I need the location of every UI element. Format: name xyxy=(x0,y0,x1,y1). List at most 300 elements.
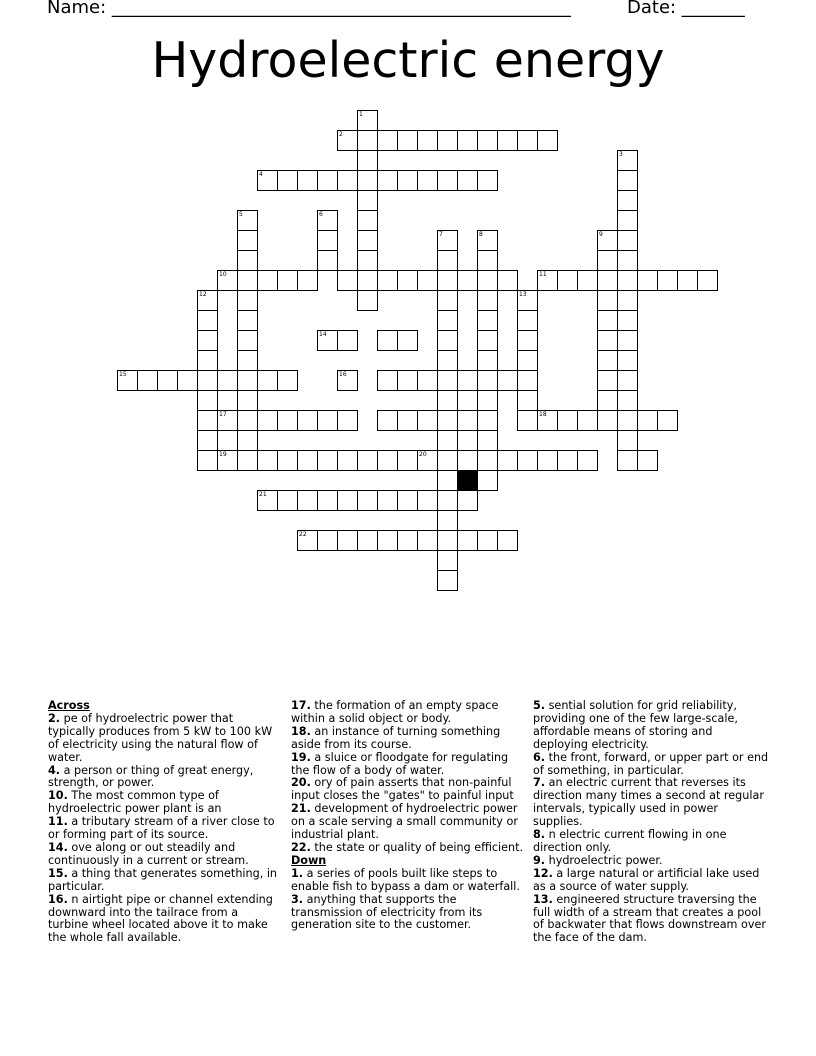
clue-number: 3. xyxy=(291,892,304,906)
grid-cell[interactable] xyxy=(437,430,458,451)
clue-number: 15 xyxy=(119,371,127,378)
grid-cell[interactable] xyxy=(477,330,498,351)
grid-cell[interactable] xyxy=(537,410,558,431)
grid-cell[interactable] xyxy=(497,270,518,291)
clue-text: pe of hydroelectric power that typically produces from 5 kW to 100 kW of electricity using the natural flow of water. xyxy=(48,711,273,764)
clue-number: 14 xyxy=(319,331,327,338)
grid-cell[interactable] xyxy=(237,390,258,411)
grid-cell[interactable] xyxy=(357,150,378,171)
grid-cell[interactable] xyxy=(557,410,578,431)
grid-cell[interactable] xyxy=(597,290,618,311)
grid-cell[interactable] xyxy=(357,110,378,131)
clue-number: 17 xyxy=(219,411,227,418)
grid-cell[interactable] xyxy=(617,250,638,271)
grid-cell[interactable] xyxy=(597,230,618,251)
grid-cell[interactable] xyxy=(477,290,498,311)
clue-number: 6. xyxy=(533,750,546,764)
grid-cell[interactable] xyxy=(517,330,538,351)
clues-column-2 xyxy=(291,700,526,932)
clue-number: 5 xyxy=(239,211,243,218)
grid-cell[interactable] xyxy=(357,270,378,291)
grid-cell[interactable] xyxy=(397,530,418,551)
grid-cell[interactable] xyxy=(317,230,338,251)
grid-cell[interactable] xyxy=(237,210,258,231)
clue-number: 2. xyxy=(48,711,61,725)
grid-cell[interactable] xyxy=(617,270,638,291)
grid-cell[interactable] xyxy=(437,370,458,391)
grid-cell[interactable] xyxy=(617,390,638,411)
grid-cell[interactable] xyxy=(337,490,358,511)
grid-cell[interactable] xyxy=(477,430,498,451)
clue-text: a person or thing of great energy, strength, or power. xyxy=(48,763,254,790)
grid-cell[interactable] xyxy=(597,310,618,331)
clue-number: 1. xyxy=(291,866,304,880)
grid-cell[interactable] xyxy=(377,490,398,511)
clue-text: a sluice or floodgate for regulating the flow of a body of water. xyxy=(291,750,509,777)
clue-number: 3 xyxy=(619,151,623,158)
grid-cell[interactable] xyxy=(337,370,358,391)
grid-cell[interactable] xyxy=(237,410,258,431)
grid-cell[interactable] xyxy=(497,450,518,471)
grid-cell[interactable] xyxy=(477,170,498,191)
clue-number: 9 xyxy=(599,231,603,238)
grid-cell[interactable] xyxy=(477,130,498,151)
clue-text: n airtight pipe or channel extending downward into the tailrace from a turbine wheel located above it to make the whole fall available. xyxy=(48,892,273,945)
grid-cell[interactable] xyxy=(357,130,378,151)
clue-number: 12 xyxy=(199,291,207,298)
grid-cell[interactable] xyxy=(477,230,498,251)
grid-cell[interactable] xyxy=(517,410,538,431)
clue-number: 18. xyxy=(291,724,311,738)
grid-cell[interactable] xyxy=(237,250,258,271)
grid-cell[interactable] xyxy=(697,270,718,291)
grid-cell[interactable] xyxy=(317,170,338,191)
grid-cell[interactable] xyxy=(477,530,498,551)
grid-cell[interactable] xyxy=(537,450,558,471)
grid-cell[interactable] xyxy=(317,410,338,431)
grid-cell[interactable] xyxy=(377,450,398,471)
grid-cell[interactable] xyxy=(417,530,438,551)
grid-cell[interactable] xyxy=(437,250,458,271)
grid-cell[interactable] xyxy=(437,290,458,311)
clue-number: 15. xyxy=(48,866,68,880)
clue-item xyxy=(291,894,526,933)
grid-cell[interactable] xyxy=(457,530,478,551)
grid-cell[interactable] xyxy=(177,370,198,391)
grid-cell[interactable] xyxy=(437,390,458,411)
clue-number: 4 xyxy=(259,171,263,178)
clue-number: 6 xyxy=(319,211,323,218)
grid-cell[interactable] xyxy=(517,350,538,371)
grid-cell[interactable] xyxy=(237,350,258,371)
clue-item xyxy=(48,816,278,842)
grid-cell[interactable] xyxy=(497,370,518,391)
grid-cell[interactable] xyxy=(597,270,618,291)
grid-cell[interactable] xyxy=(597,250,618,271)
grid-cell[interactable] xyxy=(197,310,218,331)
clue-item xyxy=(291,700,526,726)
clue-item xyxy=(48,765,278,791)
grid-cell[interactable] xyxy=(617,450,638,471)
grid-cell[interactable] xyxy=(457,410,478,431)
clue-number: 19 xyxy=(219,451,227,458)
grid-cell[interactable] xyxy=(317,530,338,551)
clue-number: 21. xyxy=(291,802,311,816)
grid-cell[interactable] xyxy=(117,370,138,391)
grid-cell[interactable] xyxy=(457,170,478,191)
clue-item xyxy=(533,700,769,752)
clue-number: 12. xyxy=(533,866,553,880)
clue-text: sential solution for grid reliability, providing one of the few large-scale, affordable means of storing and deploying electricity. xyxy=(533,699,738,751)
clue-number: 22 xyxy=(299,531,307,538)
clue-text: ove along or out steadily and continuously in a current or stream. xyxy=(48,840,249,867)
grid-cell[interactable] xyxy=(677,270,698,291)
clue-item xyxy=(48,713,278,765)
grid-cell[interactable] xyxy=(357,210,378,231)
grid-cell[interactable] xyxy=(497,130,518,151)
down-heading: Down xyxy=(291,853,327,867)
grid-cell[interactable] xyxy=(457,270,478,291)
grid-cell[interactable] xyxy=(237,370,258,391)
grid-cell[interactable] xyxy=(237,230,258,251)
clue-item xyxy=(291,868,526,894)
grid-cell[interactable] xyxy=(197,290,218,311)
grid-cell[interactable] xyxy=(357,250,378,271)
clue-number: 9. xyxy=(533,853,546,867)
grid-cell[interactable] xyxy=(597,350,618,371)
grid-cell[interactable] xyxy=(297,450,318,471)
grid-cell[interactable] xyxy=(357,170,378,191)
clue-number: 20 xyxy=(419,451,427,458)
clue-item xyxy=(291,726,526,752)
clue-number: 17. xyxy=(291,699,311,712)
grid-cell[interactable] xyxy=(357,190,378,211)
name-label: Name: ___________________________________________________ xyxy=(47,0,571,18)
clue-number: 18 xyxy=(539,411,547,418)
grid-cell[interactable] xyxy=(437,230,458,251)
clue-text: the front, forward, or upper part or end of something, in particular. xyxy=(533,750,769,777)
grid-cell[interactable] xyxy=(537,270,558,291)
grid-cell[interactable] xyxy=(357,290,378,311)
grid-cell[interactable] xyxy=(517,450,538,471)
grid-cell[interactable] xyxy=(277,170,298,191)
grid-cell[interactable] xyxy=(617,290,638,311)
grid-cell[interactable] xyxy=(477,270,498,291)
grid-cell[interactable] xyxy=(217,370,238,391)
grid-cell[interactable] xyxy=(497,530,518,551)
clue-number: 7 xyxy=(439,231,443,238)
grid-cell[interactable] xyxy=(617,410,638,431)
grid-cell[interactable] xyxy=(437,530,458,551)
clue-item xyxy=(533,894,769,946)
grid-cell[interactable] xyxy=(437,450,458,471)
clue-item xyxy=(533,777,769,829)
grid-cell[interactable] xyxy=(377,170,398,191)
grid-cell[interactable] xyxy=(377,130,398,151)
grid-cell[interactable] xyxy=(397,130,418,151)
grid-cell[interactable] xyxy=(617,150,638,171)
grid-cell[interactable] xyxy=(437,310,458,331)
grid-cell[interactable] xyxy=(617,310,638,331)
clue-number: 20. xyxy=(291,776,311,790)
grid-cell[interactable] xyxy=(257,370,278,391)
across-heading: Across xyxy=(48,699,90,712)
clue-number: 1 xyxy=(359,111,363,118)
clue-number: 13 xyxy=(519,291,527,298)
clue-item xyxy=(48,894,278,946)
clue-item xyxy=(291,842,526,855)
clue-number: 4. xyxy=(48,763,61,777)
grid-cell[interactable] xyxy=(417,170,438,191)
clue-number: 7. xyxy=(533,776,546,790)
grid-cell[interactable] xyxy=(257,490,278,511)
grid-cell[interactable] xyxy=(617,230,638,251)
grid-cell[interactable] xyxy=(437,470,458,491)
clue-text: a series of pools built like steps to enable fish to bypass a dam or waterfall. xyxy=(291,866,520,893)
clue-number: 8 xyxy=(479,231,483,238)
grid-cell[interactable] xyxy=(477,410,498,431)
grid-cell[interactable] xyxy=(437,330,458,351)
clue-item xyxy=(533,752,769,778)
grid-cell[interactable] xyxy=(337,130,358,151)
grid-cell[interactable] xyxy=(237,430,258,451)
clue-item xyxy=(291,752,526,778)
grid-cell[interactable] xyxy=(217,410,238,431)
grid-cell[interactable] xyxy=(257,410,278,431)
grid-cell[interactable] xyxy=(197,410,218,431)
grid-cell[interactable] xyxy=(277,490,298,511)
clues-column-1 xyxy=(48,700,278,945)
grid-cell[interactable] xyxy=(337,530,358,551)
grid-cell[interactable] xyxy=(377,270,398,291)
grid-cell[interactable] xyxy=(657,410,678,431)
grid-cell[interactable] xyxy=(237,450,258,471)
grid-cell[interactable] xyxy=(377,530,398,551)
grid-cell[interactable] xyxy=(257,450,278,471)
grid-cell[interactable] xyxy=(597,370,618,391)
grid-cell[interactable] xyxy=(417,370,438,391)
grid-cell[interactable] xyxy=(617,350,638,371)
grid-cell[interactable] xyxy=(597,410,618,431)
grid-cell[interactable] xyxy=(197,450,218,471)
clue-item xyxy=(533,868,769,894)
grid-cell[interactable] xyxy=(457,130,478,151)
clue-item xyxy=(533,829,769,855)
grid-cell[interactable] xyxy=(237,290,258,311)
grid-cell[interactable] xyxy=(337,450,358,471)
grid-cell[interactable] xyxy=(317,210,338,231)
clue-item xyxy=(291,777,526,803)
grid-cell[interactable] xyxy=(617,430,638,451)
grid-cell[interactable] xyxy=(617,170,638,191)
grid-cell[interactable] xyxy=(517,130,538,151)
grid-cell[interactable] xyxy=(397,370,418,391)
grid-cell[interactable] xyxy=(477,310,498,331)
grid-cell[interactable] xyxy=(217,450,238,471)
grid-cell[interactable] xyxy=(397,330,418,351)
clue-text: The most common type of hydroelectric power plant is an xyxy=(48,789,222,816)
clue-number: 10. xyxy=(48,789,68,803)
grid-cell[interactable] xyxy=(517,390,538,411)
grid-cell[interactable] xyxy=(417,410,438,431)
grid-cell[interactable] xyxy=(297,530,318,551)
grid-cell[interactable] xyxy=(477,390,498,411)
grid-cell[interactable] xyxy=(397,450,418,471)
clue-number: 10 xyxy=(219,271,227,278)
grid-cell[interactable] xyxy=(357,450,378,471)
grid-cell[interactable] xyxy=(437,550,458,571)
clue-number: 13. xyxy=(533,892,553,906)
grid-cell[interactable] xyxy=(417,130,438,151)
grid-cell[interactable] xyxy=(257,270,278,291)
puzzle-title: Hydroelectric energy xyxy=(151,32,665,89)
clue-number: 5. xyxy=(533,699,546,712)
grid-cell[interactable] xyxy=(477,470,498,491)
clue-text: an instance of turning something aside from its course. xyxy=(291,724,501,751)
clue-text: a large natural or artificial lake used as a source of water supply. xyxy=(533,866,760,893)
grid-cell[interactable] xyxy=(297,270,318,291)
grid-cell[interactable] xyxy=(297,490,318,511)
clue-number: 8. xyxy=(533,828,546,842)
clue-text: n electric current flowing in one direction only. xyxy=(533,828,727,854)
grid-cell[interactable] xyxy=(577,450,598,471)
grid-cell[interactable] xyxy=(577,410,598,431)
grid-cell[interactable] xyxy=(237,330,258,351)
grid-cell[interactable] xyxy=(637,270,658,291)
clue-text: a thing that generates something, in particular. xyxy=(48,866,278,893)
grid-cell[interactable] xyxy=(337,410,358,431)
grid-cell[interactable] xyxy=(297,170,318,191)
grid-cell[interactable] xyxy=(597,390,618,411)
grid-cell[interactable] xyxy=(297,410,318,431)
grid-cell[interactable] xyxy=(617,210,638,231)
grid-cell[interactable] xyxy=(617,190,638,211)
clue-number: 16 xyxy=(339,371,347,378)
grid-cell[interactable] xyxy=(557,450,578,471)
grid-cell[interactable] xyxy=(477,370,498,391)
clue-number: 11 xyxy=(539,271,547,278)
clue-text: an electric current that reverses its direction many times a second at regular intervals, typically used in power supplies. xyxy=(533,776,764,829)
grid-cell[interactable] xyxy=(477,350,498,371)
clue-number: 2 xyxy=(339,131,343,138)
grid-cell[interactable] xyxy=(317,250,338,271)
clue-text: ory of pain asserts that non-painful input closes the "gates" to painful input xyxy=(291,776,514,803)
grid-cell[interactable] xyxy=(197,370,218,391)
grid-cell[interactable] xyxy=(217,270,238,291)
clue-item xyxy=(48,868,278,894)
grid-cell[interactable] xyxy=(477,450,498,471)
grid-cell[interactable] xyxy=(397,270,418,291)
grid-cell[interactable] xyxy=(657,270,678,291)
grid-cell[interactable] xyxy=(317,450,338,471)
grid-cell[interactable] xyxy=(477,250,498,271)
grid-cell[interactable] xyxy=(357,230,378,251)
clue-number: 11. xyxy=(48,815,68,829)
clue-text: hydroelectric power. xyxy=(545,853,663,867)
clue-number: 22. xyxy=(291,840,311,854)
grid-cell[interactable] xyxy=(437,130,458,151)
grid-cell[interactable] xyxy=(457,450,478,471)
clue-item xyxy=(48,790,278,816)
grid-cell[interactable] xyxy=(197,330,218,351)
grid-cell[interactable] xyxy=(197,350,218,371)
grid-cell[interactable] xyxy=(397,410,418,431)
grid-cell[interactable] xyxy=(577,270,598,291)
grid-cell[interactable] xyxy=(377,330,398,351)
grid-cell[interactable] xyxy=(137,370,158,391)
clue-text: the formation of an empty space within a solid object or body. xyxy=(291,699,499,725)
grid-cell[interactable] xyxy=(537,130,558,151)
grid-cell[interactable] xyxy=(417,450,438,471)
grid-cell[interactable] xyxy=(197,390,218,411)
grid-cell[interactable] xyxy=(157,370,178,391)
grid-cell[interactable] xyxy=(277,450,298,471)
grid-cell[interactable] xyxy=(597,330,618,351)
grid-cell[interactable] xyxy=(637,410,658,431)
grid-cell[interactable] xyxy=(617,330,638,351)
grid-cell[interactable] xyxy=(257,170,278,191)
grid-cell[interactable] xyxy=(557,270,578,291)
grid-cell[interactable] xyxy=(377,410,398,431)
clue-number: 16. xyxy=(48,892,68,906)
clue-text: engineered structure traversing the full width of a stream that creates a pool of backwater that flows downstream over the face of the dam. xyxy=(533,892,766,945)
date-label: Date: _______ xyxy=(627,0,745,18)
grid-cell[interactable] xyxy=(377,370,398,391)
grid-cell[interactable] xyxy=(457,370,478,391)
grid-cell[interactable] xyxy=(277,370,298,391)
clue-number: 21 xyxy=(259,491,267,498)
grid-cell[interactable] xyxy=(437,410,458,431)
grid-cell[interactable] xyxy=(317,330,338,351)
grid-cell[interactable] xyxy=(397,170,418,191)
clue-number: 19. xyxy=(291,750,311,764)
grid-cell[interactable] xyxy=(437,270,458,291)
grid-cell[interactable] xyxy=(517,290,538,311)
grid-cell[interactable] xyxy=(517,370,538,391)
grid-cell[interactable] xyxy=(417,270,438,291)
grid-cell[interactable] xyxy=(517,310,538,331)
grid-cell[interactable] xyxy=(457,490,478,511)
clue-item xyxy=(48,842,278,868)
clues-column-3 xyxy=(533,700,769,945)
grid-cell[interactable] xyxy=(337,270,358,291)
grid-cell[interactable] xyxy=(197,430,218,451)
grid-cell[interactable] xyxy=(357,490,378,511)
clue-text: a tributary stream of a river close to or forming part of its source. xyxy=(48,815,275,842)
grid-cell[interactable] xyxy=(617,370,638,391)
clue-text: the state or quality of being efficient. xyxy=(310,840,524,854)
grid-cell[interactable] xyxy=(357,530,378,551)
grid-cell[interactable] xyxy=(417,490,438,511)
grid-cell[interactable] xyxy=(437,490,458,511)
clue-item xyxy=(291,803,526,842)
grid-cell[interactable] xyxy=(337,330,358,351)
grid-cell[interactable] xyxy=(637,450,658,471)
grid-cell[interactable] xyxy=(277,270,298,291)
grid-cell[interactable] xyxy=(397,490,418,511)
grid-cell[interactable] xyxy=(437,510,458,531)
grid-cell[interactable] xyxy=(317,490,338,511)
grid-cell[interactable] xyxy=(437,170,458,191)
grid-cell[interactable] xyxy=(437,570,458,591)
grid-cell[interactable] xyxy=(437,350,458,371)
grid-cell[interactable] xyxy=(237,270,258,291)
black-square xyxy=(457,470,478,491)
clue-text: development of hydroelectric power on a scale serving a small community or industrial plant. xyxy=(291,802,518,842)
grid-cell[interactable] xyxy=(277,410,298,431)
grid-cell[interactable] xyxy=(337,170,358,191)
grid-cell[interactable] xyxy=(237,310,258,331)
